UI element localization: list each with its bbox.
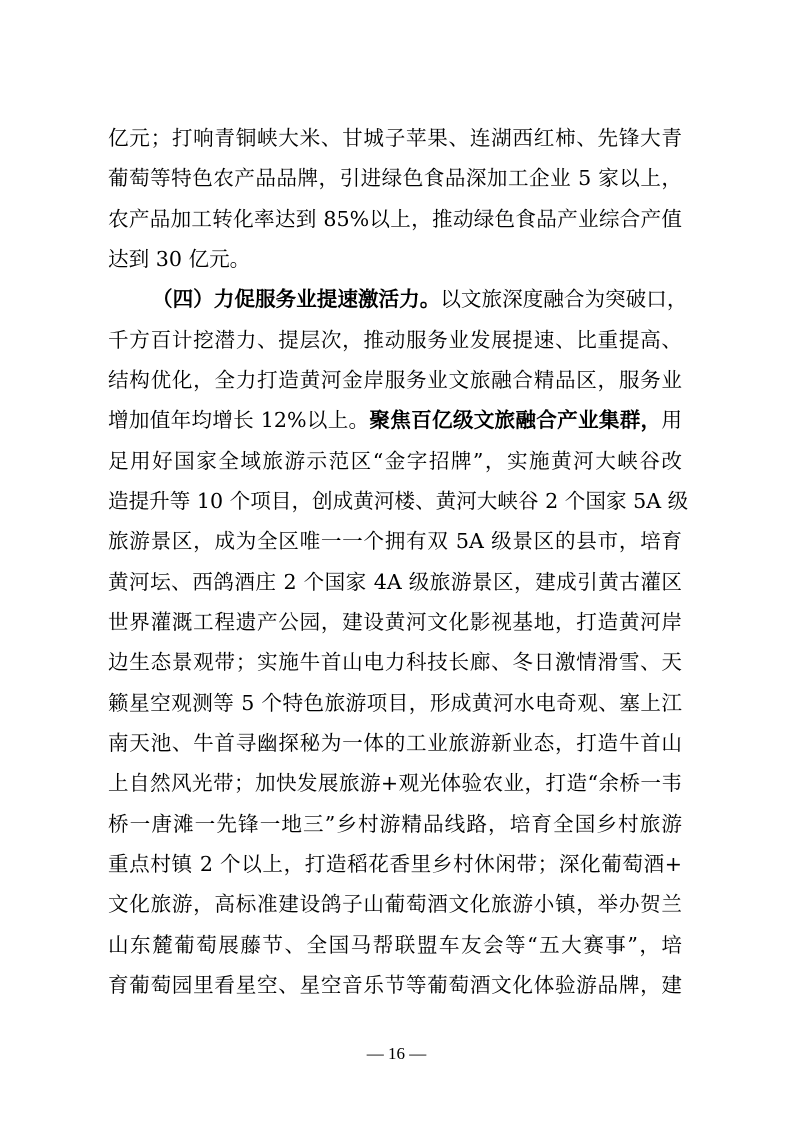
text-line (108, 965, 682, 1005)
text-segment: 结构优化，全力打造黄河金岸服务业文旅融合精品区，服务业 (108, 367, 682, 392)
text-segment: 达到 30 亿元。 (108, 246, 251, 271)
text-segment: 世界灌溉工程遗产公园，建设黄河文化影视基地，打造黄河岸 (108, 609, 682, 634)
text-segment: 增加值年均增长 12%以上。 (108, 408, 370, 433)
text-segment: 边生态景观带；实施牛首山电力科技长廊、冬日激情滑雪、天 (108, 650, 682, 675)
text-line (108, 360, 682, 400)
text-segment: 以文旅深度融合为突破口， (440, 287, 688, 312)
text-line (108, 441, 682, 481)
text-line (108, 642, 682, 682)
text-line (108, 239, 682, 279)
text-segment: 农产品加工转化率达到 85%以上，推动绿色食品产业综合产值 (108, 206, 682, 231)
text-segment: 籁星空观测等 5 个特色旅游项目，形成黄河水电奇观、塞上江 (108, 690, 682, 715)
text-line (108, 158, 682, 198)
text-segment: 葡萄等特色农产品品牌，引进绿色食品深加工企业 5 家以上， (108, 166, 682, 191)
text-segment: 桥一唐滩一先锋一地三”乡村游精品线路，培育全国乡村旅游 (108, 811, 682, 836)
text-segment: 文化旅游，高标准建设鸽子山葡萄酒文化旅游小镇，举办贺兰 (108, 892, 682, 917)
text-line (108, 118, 682, 158)
page-number: — 16 — (366, 1044, 427, 1063)
text-line (108, 844, 682, 884)
bold-text-segment: （四）力促服务业提速激活力。 (152, 287, 441, 312)
text-segment: 千方百计挖潜力、提层次，推动服务业发展提速、比重提高、 (108, 327, 682, 352)
text-line (108, 884, 682, 924)
text-line (108, 481, 689, 521)
text-line (108, 763, 682, 803)
text-line (108, 562, 682, 602)
text-line (108, 400, 682, 440)
text-line (108, 683, 682, 723)
text-line (108, 925, 682, 965)
text-line (108, 521, 682, 561)
text-segment: 南天池、牛首寻幽探秘为一体的工业旅游新业态，打造牛首山 (108, 730, 682, 755)
text-segment: 足用好国家全域旅游示范区“金字招牌”，实施黄河大峡谷改 (108, 448, 682, 473)
bold-text-segment: 聚焦百亿级文旅融合产业集群， (369, 408, 662, 433)
text-segment: 用 (661, 408, 683, 433)
text-segment: 山东麓葡萄展藤节、全国马帮联盟车友会等“五大赛事”，培 (108, 932, 682, 957)
text-line (108, 199, 682, 239)
text-segment: 亿元；打响青铜峡大米、甘城子苹果、连湖西红柿、先锋大青 (108, 126, 682, 150)
text-line (108, 804, 682, 844)
document-body (108, 118, 689, 1005)
text-line (108, 279, 688, 319)
text-segment: 黄河坛、西鸽酒庄 2 个国家 4A 级旅游景区，建成引黄古灌区 (108, 569, 682, 594)
text-segment: 育葡萄园里看星空、星空音乐节等葡萄酒文化体验游品牌，建 (108, 972, 682, 997)
text-line (108, 723, 682, 763)
text-segment: 重点村镇 2 个以上，打造稻花香里乡村休闲带；深化葡萄酒+ (108, 851, 682, 876)
text-line (108, 320, 682, 360)
text-segment: 旅游景区，成为全区唯一一个拥有双 5A 级景区的县市，培育 (108, 529, 682, 554)
text-segment: 上自然风光带；加快发展旅游+观光体验农业，打造“余桥一韦 (108, 771, 682, 796)
text-line (108, 602, 682, 642)
text-segment: 造提升等 10 个项目，创成黄河楼、黄河大峡谷 2 个国家 5A 级 (108, 488, 689, 513)
